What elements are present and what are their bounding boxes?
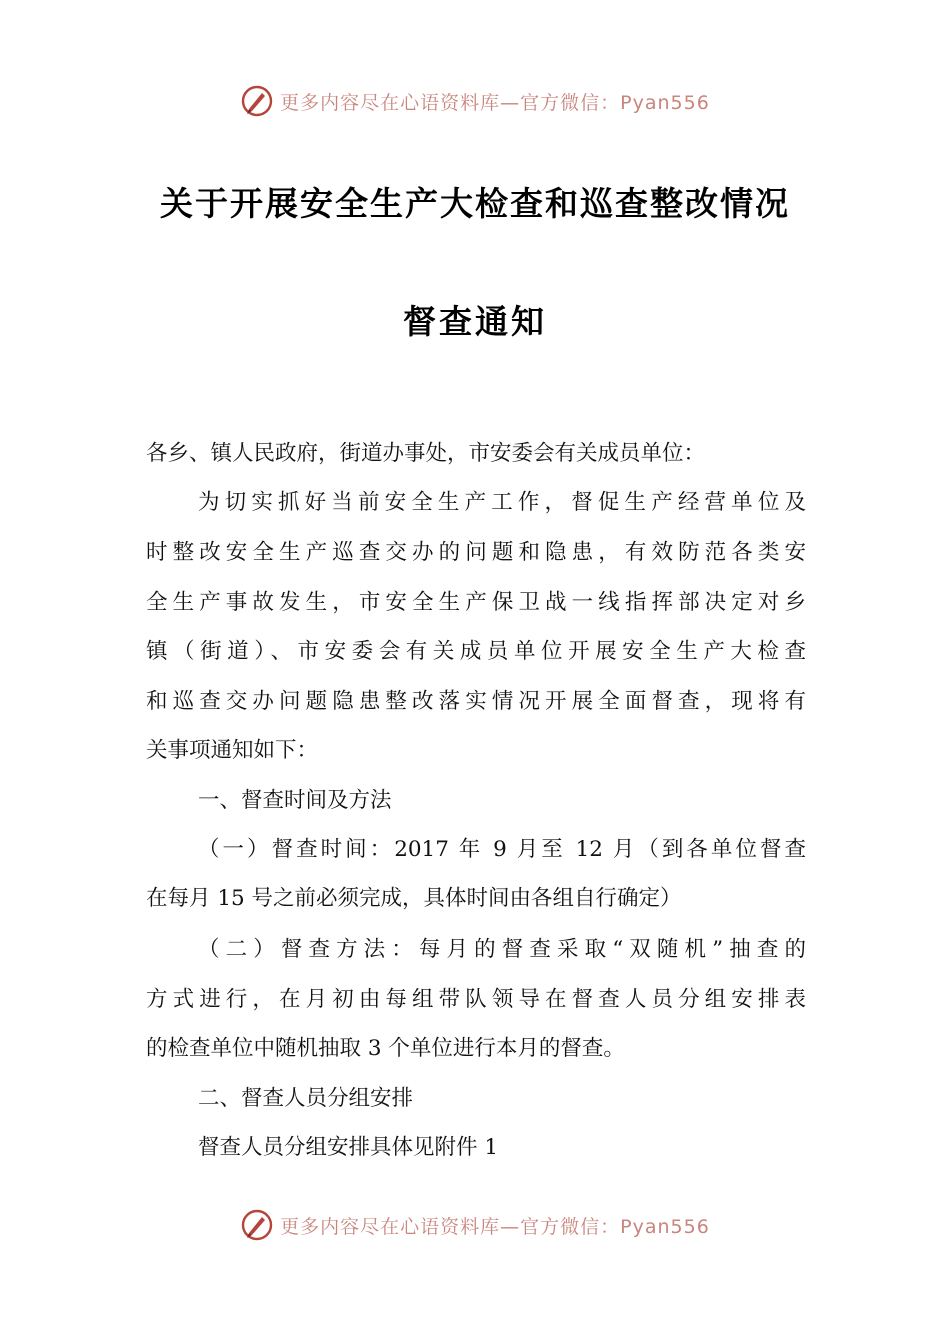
paragraph-line: 为切实抓好当前安全生产工作，督促生产经营单位及 [198, 490, 806, 515]
paragraph-line: 关事项通知如下： [146, 738, 319, 763]
paragraph-line: （二）督查方法：每月的督查采取“双随机”抽查的 [198, 937, 806, 962]
paragraph-line: 时整改安全生产巡查交办的问题和隐患，有效防范各类安 [146, 540, 806, 565]
paragraph-line: 督查人员分组安排具体见附件 1 [198, 1135, 499, 1160]
paragraph-line: （一）督查时间：2017 年 9 月至 12 月（到各单位督查 [198, 837, 806, 862]
paragraph-line: 镇（街道）、市安委会有关成员单位开展安全生产大检查 [146, 639, 806, 664]
pen-logo-icon [240, 84, 274, 118]
document-title-line-1: 关于开展安全生产大检查和巡查整改情况 [160, 184, 790, 223]
salutation: 各乡、镇人民政府，街道办事处，市安委会有关成员单位： [146, 441, 706, 466]
paragraph-line: 的检查单位中随机抽取 3 个单位进行本月的督查。 [146, 1036, 625, 1061]
paragraph-line: 在每月 15 号之前必须完成，具体时间由各组自行确定） [146, 886, 682, 911]
section-heading: 二、督查人员分组安排 [198, 1086, 414, 1111]
paragraph-line: 和巡查交办问题隐患整改落实情况开展全面督查，现将有 [146, 689, 806, 714]
watermark-text: 更多内容尽在心语资料库—官方微信：Pyan556 [280, 1215, 710, 1238]
document-title-line-2: 督查通知 [403, 302, 547, 341]
watermark-text: 更多内容尽在心语资料库—官方微信：Pyan556 [280, 91, 710, 114]
paragraph-line: 方式进行，在月初由每组带队领导在督查人员分组安排表 [146, 987, 806, 1012]
watermark-footer [0, 1208, 950, 1242]
paragraph-line: 全生产事故发生，市安全生产保卫战一线指挥部决定对乡 [146, 590, 806, 615]
watermark-header [0, 84, 950, 118]
section-heading: 一、督查时间及方法 [198, 788, 392, 813]
pen-logo-icon [240, 1208, 274, 1242]
